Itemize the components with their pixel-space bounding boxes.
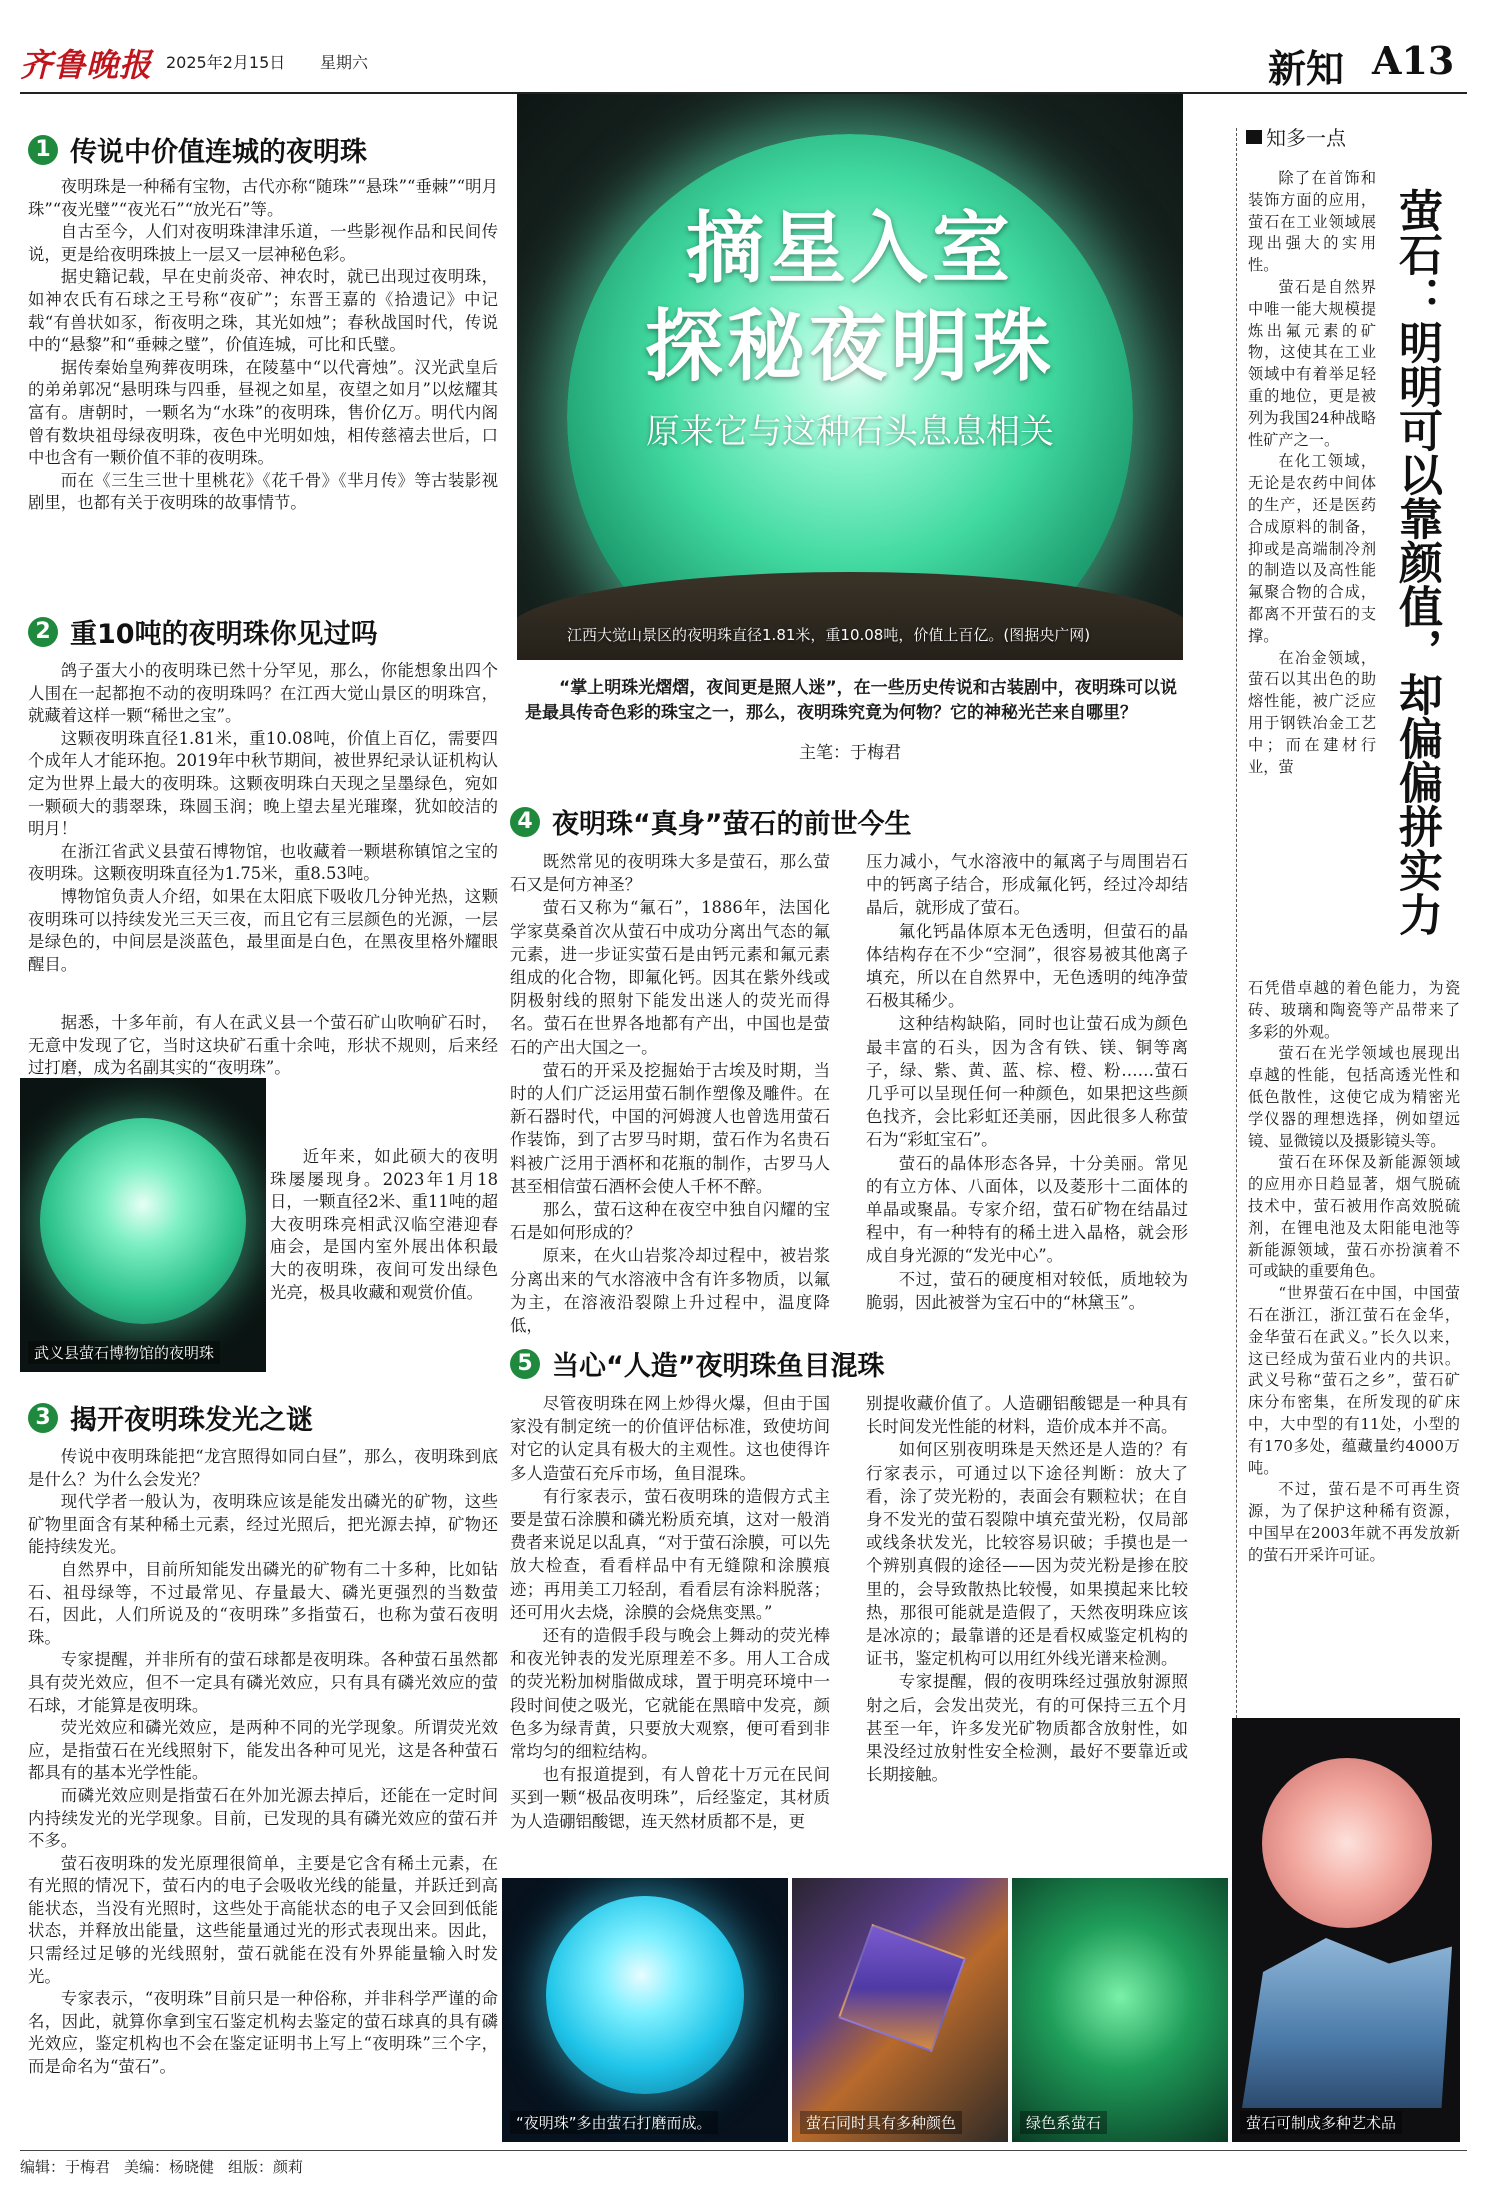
blue-pearl-glow xyxy=(546,1896,744,2094)
hero-title-line2: 探秘夜明珠 xyxy=(644,301,1055,392)
paragraph: 在浙江省武义县萤石博物馆，也收藏着一颗堪称镇馆之宝的夜明珠。这颗夜明珠直径为1.75米，重8.53吨。 xyxy=(28,841,498,884)
paragraph: 压力减小，气水溶液中的氟离子与周围岩石中的钙离子结合，形成氟化钙，经过冷却结晶后，就形成了萤石。 xyxy=(866,852,1188,918)
paragraph: 别提收藏价值了。人造硼铝酸锶是一种具有长时间发光性能的材料，造价成本并不高。 xyxy=(866,1394,1188,1437)
paragraph: 原来，在火山岩浆冷却过程中，被岩浆分离出来的气水溶液中含有许多物质，以氟为主，在溶液沿裂隙上升过程中，温度降低， xyxy=(510,1246,830,1336)
hero-subtitle: 原来它与这种石头息息相关 xyxy=(646,412,1054,452)
fluorite-crystal xyxy=(838,1924,966,2052)
hero-intro: “掌上明珠光熠熠，夜间更是照人迷”，在一些历史传说和古装剧中，夜明珠可以说是最具传奇色彩的珠宝之一，那么，夜明珠究竟为何物？它的神秘光芒来自哪里？ xyxy=(525,678,1177,723)
paragraph: 有行家表示，萤石夜明珠的造假方式主要是萤石涂膜和磷光粉质充填，这对一般消费者来说足以乱真，“对于萤石涂膜，可以先放大检查，看看样品中有无缝隙和涂膜痕迹；再用美工刀轻刮，看看层有涂料脱落；还可用火去烧，涂膜的会烧焦变黑。” xyxy=(510,1486,830,1622)
paragraph: 荧光效应和磷光效应，是两种不同的光学现象。所谓荧光效应，是指萤石在光线照射下，能发出各种可见光，这是各种萤石都具有的基本光学性能。 xyxy=(28,1718,498,1783)
issue-weekday: 星期六 xyxy=(320,53,369,72)
section-2-paragraph-5: 据悉，十多年前，有人在武义县一个萤石矿山吹响矿石时，无意中发现了它，当时这块矿石重十余吨，形状不规则，后来经过打磨，成为名副其实的“夜明珠”。 xyxy=(28,1013,498,1078)
crystal-base xyxy=(1242,1938,1452,2108)
section-1-body xyxy=(28,176,498,515)
section-1-number: 1 xyxy=(28,135,58,165)
paragraph: “世界萤石在中国，中国萤石在浙江，浙江萤石在金华，金华萤石在武义。”长久以来，这已经成为萤石业内的共识。武义号称“萤石之乡”，萤石矿床分布密集，在所发现的矿床中，大中型的有11处，小型的有170多处，蕴藏量约4000万吨。 xyxy=(1248,1284,1460,1477)
section-2-number: 2 xyxy=(28,617,58,647)
sidebar-divider xyxy=(1236,128,1237,1768)
section-2-heading xyxy=(28,612,498,651)
page-header xyxy=(20,28,1467,91)
paragraph: 专家提醒，假的夜明珠经过强放射源照射之后，会发出荧光，有的可保持三五个月甚至一年，许多发光矿物质都含放射性，如果没经过放射性安全检测，最好不要靠近或长期接触。 xyxy=(866,1672,1188,1785)
byline: 主笔：于梅君 xyxy=(799,743,901,763)
paragraph: 在化工领域，无论是农药中间体的生产，还是医药合成原料的制备，抑或是高端制冷剂的制造以及高性能氟聚合物的合成，都离不开萤石的支撑。 xyxy=(1248,452,1376,645)
paragraph: 还有的造假手段与晚会上舞动的荧光棒和夜光钟表的发光原理差不多。用人工合成的荧光粉加树脂做成球，置于明亮环境中一段时间使之吸光，它就能在黑暗中发亮，颜色多为绿青黄，只要放大观察，便可看到非常均匀的细粒结构。 xyxy=(510,1626,830,1762)
paragraph: 专家提醒，并非所有的萤石球都是夜明珠。各种萤石虽然都具有荧光效应，但不一定具有磷光效应，只有具有磷光效应的萤石球，才能算是夜明珠。 xyxy=(28,1650,498,1715)
footer-rule xyxy=(20,2150,1467,2151)
section-4-title: 夜明珠“真身”萤石的前世今生 xyxy=(552,809,912,840)
paragraph: 在冶金领域，萤石以其出色的助熔性能，被广泛应用于钢铁冶金工艺中；而在建材行业，萤 xyxy=(1248,648,1376,776)
paragraph: 传说中夜明珠能把“龙宫照得如同白昼”，那么，夜明珠到底是什么？为什么会发光？ xyxy=(28,1447,498,1489)
paragraph: 萤石的晶体形态各异，十分美丽。常见的有立方体、八面体，以及菱形十二面体的单晶或聚晶。专家介绍，萤石矿物在结晶过程中，有一种特有的稀土进入晶格，就会形成自身光源的“发光中心”。 xyxy=(866,1153,1188,1266)
paragraph: 专家表示，“夜明珠”目前只是一种俗称，并非科学严谨的命名，因此，就算你拿到宝石鉴定机构去鉴定的萤石球真的具有磷光效应，鉴定机构也不会在鉴定证明书上写上“夜明珠”三个字，而是命名为“萤石”。 xyxy=(28,1989,498,2077)
paragraph: 萤石在环保及新能源领域的应用亦日趋显著，烟气脱硫技术中，萤石被用作高效脱硫剂，在锂电池及太阳能电池等新能源领域，萤石亦扮演着不可或缺的重要角色。 xyxy=(1248,1153,1460,1281)
square-icon xyxy=(1246,130,1262,144)
sidebar-tag-label: 知多一点 xyxy=(1266,126,1346,150)
section-4-column-a xyxy=(510,850,830,1337)
photo-caption: 萤石同时具有多种颜色 xyxy=(800,2111,962,2134)
pearl-stand xyxy=(517,572,1183,660)
section-3-title: 揭开夜明珠发光之谜 xyxy=(70,1405,313,1436)
sidebar-narrow-column xyxy=(1248,168,1376,778)
paragraph: 萤石夜明珠的发光原理很简单，主要是它含有稀土元素，在有光照的情况下，萤石内的电子会吸收光线的能量，并跃迁到高能状态，当没有光照时，这些处于高能状态的电子又会回到低能状态，并释放出能量，这些能量通过光的形式表现出来。因此，只需经过足够的光线照射，萤石就能在没有外界能量输入时发光。 xyxy=(28,1853,498,1986)
paragraph: 博物馆负责人介绍，如果在太阳底下吸收几分钟光热，这颗夜明珠可以持续发光三天三夜，而且它有三层颜色的光源，一层是绿色的，中间层是淡蓝色，最里面是白色，在黑夜里格外耀眼醒目。 xyxy=(28,886,498,974)
section-3-number: 3 xyxy=(28,1403,58,1433)
paragraph: 氟化钙晶体原本无色透明，但萤石的晶体结构存在不少“空洞”，很容易被其他离子填充，所以在自然界中，无色透明的纯净萤石极其稀少。 xyxy=(866,921,1188,1011)
paragraph: 萤石在光学领域也展现出卓越的性能，包括高透光性和低色散性，这使它成为精密光学仪器的理想选择，例如望远镜、显微镜以及摄影镜头等。 xyxy=(1248,1044,1460,1150)
paragraph: 不过，萤石是不可再生资源，为了保护这种稀有资源，中国早在2003年就不再发放新的萤石开采许可证。 xyxy=(1248,1480,1460,1564)
section-name: 新知 xyxy=(1268,46,1345,91)
paragraph: 那么，萤石这种在夜空中独自闪耀的宝石是如何形成的？ xyxy=(510,1200,830,1243)
footer-designer: 美编：杨晓健 xyxy=(124,2158,215,2176)
sidebar-tag xyxy=(1246,122,1346,151)
museum-pearl-glow xyxy=(40,1118,246,1324)
paragraph: 而磷光效应则是指萤石在外加光源去掉后，还能在一定时间内持续发光的光学现象。目前，已发现的具有磷光效应的萤石并不多。 xyxy=(28,1785,498,1851)
paragraph: 现代学者一般认为，夜明珠应该是能发出磷光的矿物，这些矿物里面含有某种稀土元素，经过光照后，把光源去掉，矿物还能持续发光。 xyxy=(28,1492,498,1557)
paragraph: 据传秦始皇殉葬夜明珠，在陵墓中“以代膏烛”。汉光武皇后的弟弟郭况“悬明珠与四垂，昼视之如星，夜望之如月”以炫耀其富有。唐朝时，一颗名为“水珠”的夜明珠，售价亿万。明代内阁曾有数块祖母绿夜明珠，夜色中光明如烛，相传慈禧去世后，口中也含有一颗价值不菲的夜明珠。 xyxy=(28,357,498,468)
paragraph: 据史籍记载，早在史前炎帝、神农时，就已出现过夜明珠，如神农氏有石球之王号称“夜矿”；东晋王嘉的《拾遗记》中记载“有兽状如豕，衔夜明之珠，其光如烛”；春秋战国时代，传说中的“悬黎”和“垂棘之璧”，价值连城，可比和氏璧。 xyxy=(28,267,498,355)
issue-date: 2025年2月15日 xyxy=(166,53,286,72)
page-number: A13 xyxy=(1372,38,1455,83)
section-2-body-top xyxy=(28,660,498,976)
paragraph: 萤石又称为“氟石”，1886年，法国化学家莫桑首次从萤石中成功分离出气态的氟元素，进一步证实萤石是由钙元素和氟元素组成的化合物，即氟化钙。因其在紫外线或阴极射线的照射下能发出迷人的荧光而得名。萤石在世界各地都有产出，中国也是萤石的产出大国之一。 xyxy=(510,898,830,1057)
museum-pearl-photo xyxy=(20,1078,266,1372)
sidebar-wide-column xyxy=(1248,978,1460,1567)
hero-title-line1: 摘星入室 xyxy=(685,203,1014,294)
museum-pearl-caption: 武义县萤石博物馆的夜明珠 xyxy=(28,1341,220,1364)
hero-caption: 江西大觉山景区的夜明珠直径1.81米，重10.08吨，价值上百亿。(图据央广网) xyxy=(567,626,1091,644)
section-4-column-b xyxy=(866,850,1188,1314)
photo-caption: “夜明珠”多由萤石打磨而成。 xyxy=(510,2111,718,2134)
section-4-number: 4 xyxy=(510,807,540,837)
rose-sculpture xyxy=(1262,1758,1432,1928)
section-2-title: 重10吨的夜明珠你见过吗 xyxy=(70,619,378,650)
paragraph: 除了在首饰和装饰方面的应用，萤石在工业领域展现出强大的实用性。 xyxy=(1248,169,1376,275)
paragraph: 夜明珠是一种稀有宝物，古代亦称“随珠”“悬珠”“垂棘”“明月珠”“夜光璧”“夜光石”“放光石”等。 xyxy=(28,177,498,219)
paragraph: 自然界中，目前所知能发出磷光的矿物有二十多种，比如钻石、祖母绿等，不过最常见、存量最大、磷光更强烈的当数萤石，因此，人们所说及的“夜明珠”多指萤石，也称为萤石夜明珠。 xyxy=(28,1559,498,1647)
paragraph: 鸽子蛋大小的夜明珠已然十分罕见，那么，你能想象出四个人围在一起都抱不动的夜明珠吗？在江西大觉山景区的明珠宫，就藏着这样一颗“稀世之宝”。 xyxy=(28,661,498,726)
section-5-column-a xyxy=(510,1392,830,1833)
footer-editor: 编辑：于梅君 xyxy=(20,2158,111,2176)
section-5-title: 当心“人造”夜明珠鱼目混珠 xyxy=(552,1351,885,1382)
footer-proofreader: 组版：颜莉 xyxy=(228,2158,304,2176)
section-5-number: 5 xyxy=(510,1349,540,1379)
paragraph: 萤石的开采及挖掘始于古埃及时期，当时的人们广泛运用萤石制作塑像及雕件。在新石器时代，中国的河姆渡人也曾选用萤石作装饰，到了古罗马时期，萤石作为名贵石料被广泛用于酒杯和花瓶的制作，古罗马人甚至相信萤石酒杯会使人千杯不醉。 xyxy=(510,1060,830,1196)
section-3-heading xyxy=(28,1398,498,1437)
photo-caption: 萤石可制成多种艺术品 xyxy=(1240,2111,1402,2134)
section-5-column-b xyxy=(866,1392,1188,1786)
photo-multicolor-fluorite xyxy=(792,1878,1008,2142)
section-2-paragraph-6: 近年来，如此硕大的夜明珠屡屡现身。2023年1月18日，一颗直径2米、重11吨的超大夜明珠亮相武汉临空港迎春庙会，是国内室外展出体积最大的夜明珠，夜间可发出绿色光亮，极具收藏和观赏价值。 xyxy=(270,1147,498,1302)
page-footer xyxy=(20,2156,303,2177)
paragraph: 也有报道提到，有人曾花十万元在民间买到一颗“极品夜明珠”，后经鉴定，其材质为人造硼铝酸锶，连天然材质都不是，更 xyxy=(510,1765,830,1831)
section-4-heading xyxy=(510,802,1190,841)
paragraph: 这颗夜明珠直径1.81米，重10.08吨，价值上百亿，需要四个成年人才能环抱。2019年中秋节期间，被世界纪录认证机构认定为世界上最大的夜明珠。这颗夜明珠白天现之呈墨绿色，宛如一颗硕大的翡翠珠，珠圆玉润；晚上望去星光璀璨，犹如皎洁的明月！ xyxy=(28,728,498,839)
hero-image xyxy=(517,94,1183,660)
paragraph: 既然常见的夜明珠大多是萤石，那么萤石又是何方神圣？ xyxy=(510,852,830,895)
paragraph: 而在《三生三世十里桃花》《花千骨》《芈月传》等古装影视剧里，也都有关于夜明珠的故事情节。 xyxy=(28,470,498,513)
paragraph: 萤石是自然界中唯一能大规模提炼出氟元素的矿物，这使其在工业领域中有着举足轻重的地位，更是被列为我国24种战略性矿产之一。 xyxy=(1248,277,1376,449)
paragraph: 不过，萤石的硬度相对较低，质地较为脆弱，因此被誉为宝石中的“林黛玉”。 xyxy=(866,1269,1188,1312)
paragraph: 自古至今，人们对夜明珠津津乐道，一些影视作品和民间传说，更是给夜明珠披上一层又一层神秘色彩。 xyxy=(28,222,498,264)
masthead-logo: 齐鲁晚报 xyxy=(20,46,153,84)
section-1-heading xyxy=(28,130,498,169)
paragraph: 石凭借卓越的着色能力，为瓷砖、玻璃和陶瓷等产品带来了多彩的外观。 xyxy=(1248,979,1460,1041)
photo-blue-pearl xyxy=(502,1878,788,2142)
paragraph: 如何区别夜明珠是天然还是人造的？有行家表示，可通过以下途径判断：放大了看，涂了荧光粉的，表面会有颗粒状；在自身不发光的萤石裂隙中填充萤光粉，仅局部或线条状发光，比较容易识破；手摸也是一个辨别真假的途径——因为荧光粉是掺在胶里的，会导致散热比较慢，如果摸起来比较热，那很可能就是造假了，天然夜明珠应该是冰凉的；最靠谱的还是看权威鉴定机构的证书，鉴定机构可以用红外线光谱来检测。 xyxy=(866,1440,1188,1669)
sidebar-title: 萤石：明明可以靠颜值，却偏偏拼实力 xyxy=(1391,188,1442,936)
section-3-body xyxy=(28,1446,498,2079)
paragraph: 尽管夜明珠在网上炒得火爆，但由于国家没有制定统一的价值评估标准，致使坊间对它的认定具有极大的主观性。这也使得许多人造萤石充斥市场，鱼目混珠。 xyxy=(510,1394,830,1483)
section-1-title: 传说中价值连城的夜明珠 xyxy=(70,137,367,168)
section-5-heading xyxy=(510,1344,1190,1383)
paragraph: 这种结构缺陷，同时也让萤石成为颜色最丰富的石头，因为含有铁、镁、铜等离子，绿、紫、黄、蓝、棕、橙、粉……萤石几乎可以呈现任何一种颜色，如果把这些颜色找齐，会比彩虹还美丽，因此很多人称萤石为“彩虹宝石”。 xyxy=(866,1014,1188,1150)
photo-fluorite-art xyxy=(1232,1718,1460,2142)
photo-caption: 绿色系萤石 xyxy=(1020,2111,1107,2134)
photo-green-fluorite xyxy=(1012,1878,1228,2142)
